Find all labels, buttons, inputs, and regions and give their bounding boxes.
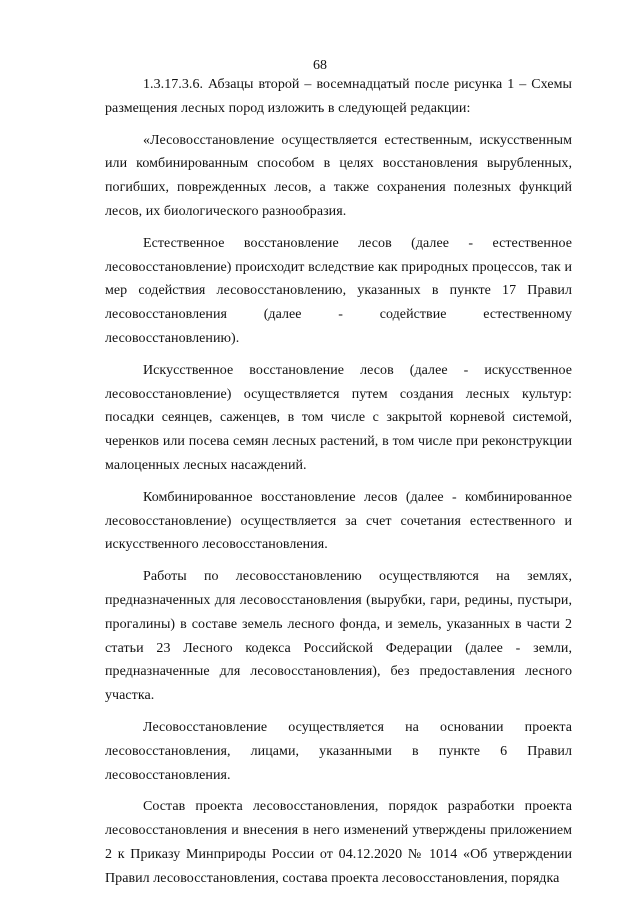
document-body	[105, 73, 572, 891]
paragraph-gap	[105, 121, 572, 129]
paragraph-artificial-reforestation: Искусственное восстановление лесов (далее - искусственное лесовосстановление) осуществляется путем создания лесных культур: посадки сеянцев, саженцев, в том числе с закрытой корневой системой, черенков или посева семян лесных растений, в том числе при реконструкции малоценных лесных насаждений.	[105, 362, 572, 473]
paragraph-project-composition: Состав проекта лесовосстановления, порядок разработки проекта лесовосстановления и внесения в него изменений утверждены приложением 2 к Приказу Минприроды России от 04.12.2020 № 1014 «Об утверждении Правил лесовосстановления, состава проекта лесовосстановления, порядка	[105, 799, 572, 886]
paragraph-reforestation-lands: Работы по лесовосстановлению осуществляются на землях, предназначенных для лесовосстановления (вырубки, гари, редины, пустыри, прогалины) в составе земель лесного фонда, и земель, указанных в части 2 статьи 23 Лесного кодекса Российской Федерации (далее - земли, предназначенные для лесовосстановления), без предоставления лесного участка.	[105, 569, 572, 704]
paragraph-combined-reforestation: Комбинированное восстановление лесов (далее - комбинированное лесовосстановление) осуществляется за счет сочетания естественного и искусственного лесовосстановления.	[105, 489, 572, 553]
page-number: 68	[313, 58, 327, 73]
paragraph-gap	[105, 557, 572, 565]
paragraph-gap	[105, 351, 572, 359]
paragraph-amendment-intro: 1.3.17.3.6. Абзацы второй – восемнадцатый после рисунка 1 – Схемы размещения лесных пород изложить в следующей редакции:	[105, 77, 572, 116]
paragraph-reforestation-methods: «Лесовосстановление осуществляется естественным, искусственным или комбинированным способом в целях восстановления вырубленных, погибших, поврежденных лесов, а также сохранения полезных функций лесов, их биологического разнообразия.	[105, 132, 572, 219]
paragraph-natural-reforestation: Естественное восстановление лесов (далее - естественное лесовосстановление) происходит вследствие как природных процессов, так и мер содействия лесовосстановлению, указанных в пункте 17 Правил лесовосстановления (далее - содействие естественному лесовосстановлению).	[105, 235, 572, 346]
paragraph-gap	[105, 708, 572, 716]
paragraph-gap	[105, 224, 572, 232]
paragraph-gap	[105, 787, 572, 795]
paragraph-reforestation-project-basis: Лесовосстановление осуществляется на основании проекта лесовосстановления, лицами, указанными в пункте 6 Правил лесовосстановления.	[105, 719, 572, 783]
paragraph-gap	[105, 478, 572, 486]
